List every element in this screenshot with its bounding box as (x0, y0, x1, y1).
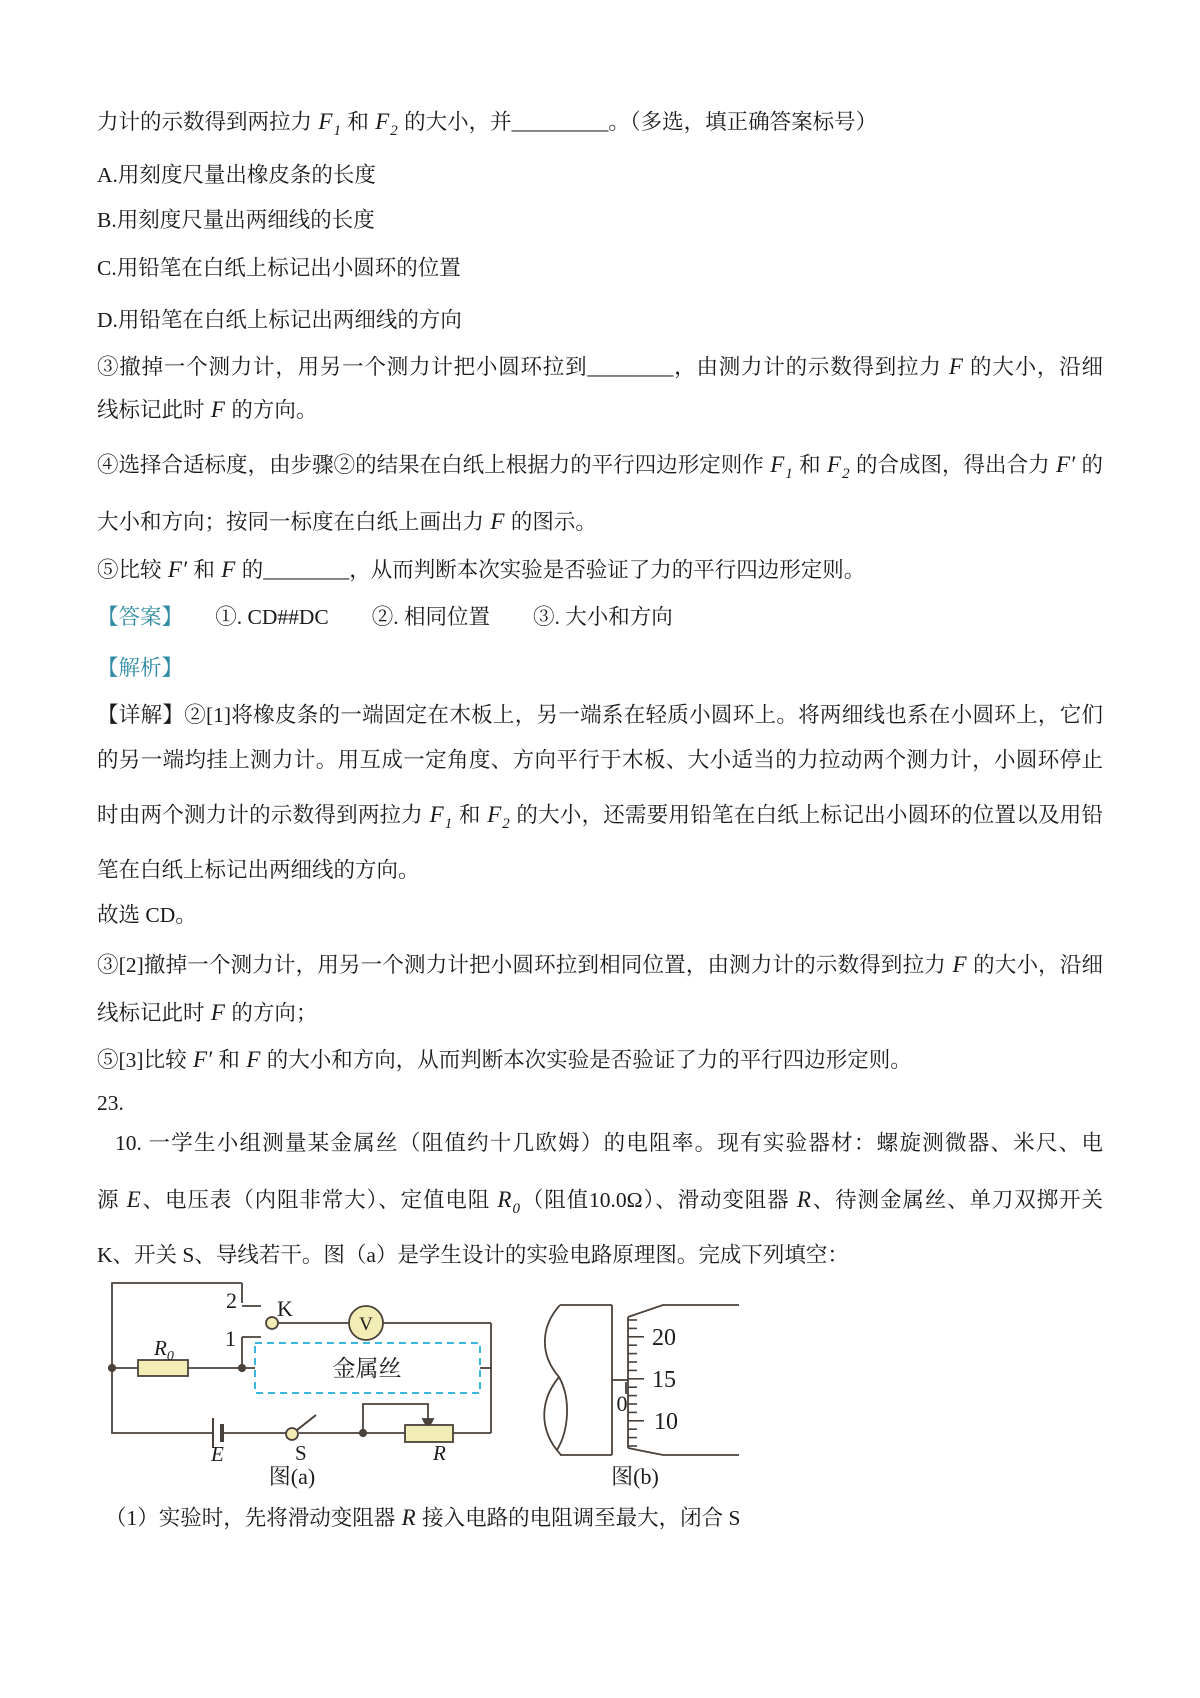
text-run: F (490, 509, 505, 534)
text-run: F (246, 1047, 261, 1072)
text-line (97, 450, 1103, 483)
text-run: 的 (236, 558, 264, 582)
text-run: 2 (842, 466, 850, 482)
text-run: 和 (793, 453, 827, 477)
text-run: 、电压表（内阻非常大）、定值电阻 (141, 1188, 497, 1212)
main-scale-zero-label: 0 (616, 1391, 628, 1416)
text-run: _________ (511, 110, 609, 134)
text-run: （阻值10.0Ω）、滑动变阻器 (520, 1188, 796, 1212)
text-run: 的方向； (225, 1001, 318, 1025)
text-run: 的大小，沿细 (963, 355, 1103, 379)
text-run: （1）实验时，先将滑动变阻器 (105, 1506, 401, 1530)
text-run: ________ (263, 558, 350, 582)
text-line (97, 998, 1103, 1028)
terminal-2-label: 2 (226, 1288, 237, 1313)
text-run: R (401, 1505, 416, 1530)
text-run: ③[2]撤掉一个测力计，用另一个测力计把小圆环拉到相同位置，由测力计的示数得到拉力 (97, 953, 952, 977)
switch-s-lever (297, 1415, 316, 1430)
text-run: 的大小，沿细 (967, 953, 1103, 977)
rheostat-r (405, 1425, 453, 1442)
text-run: 源 (97, 1188, 126, 1212)
metal-wire-label: 金属丝 (332, 1356, 402, 1381)
switch-s-label: S (295, 1441, 307, 1465)
text-run: 线标记此时 (97, 398, 210, 422)
text-line (97, 855, 1103, 885)
text-run: E (126, 1187, 141, 1212)
text-run: ⑤比较 (97, 558, 167, 582)
text-run: 2 (502, 816, 510, 832)
text-line (97, 900, 1103, 930)
figure-b-caption: 图(b) (611, 1464, 659, 1489)
text-run: R (796, 1187, 811, 1212)
wire (112, 1283, 242, 1433)
text-run: 的另一端均挂上测力计。用互成一定角度、方向平行于木板、大小适当的力拉动两个测力计，小圆环停止 (97, 748, 1103, 772)
text-run: ④选择合适标度，由步骤②的结果在白纸上根据力的平行四边形定则作 (97, 453, 770, 477)
thimble-label-15: 15 (652, 1367, 676, 1393)
switch-s-pivot (286, 1428, 298, 1440)
rheostat-label: R (433, 1441, 446, 1465)
text-line (97, 395, 1103, 425)
text-line (97, 205, 1103, 235)
thimble-tick-marks (628, 1320, 644, 1446)
text-run: F (210, 1000, 225, 1025)
text-line (97, 352, 1103, 382)
text-line (97, 653, 1103, 683)
text-line (97, 1088, 1103, 1118)
text-run: F (487, 802, 502, 827)
text-line (97, 555, 1103, 585)
text-run: 和 (341, 110, 375, 134)
text-line (97, 800, 1103, 833)
text-run: 1 (333, 123, 341, 139)
battery-label: E (211, 1442, 224, 1466)
text-run: 、待测金属丝、单刀双掷开关 (811, 1188, 1103, 1212)
text-run: 【详解】②[1]将橡皮条的一端固定在木板上，另一端系在轻质小圆环上。将两细线也系在小圆环上，它们 (97, 703, 1103, 727)
text-run: 大小和方向；按同一标度在白纸上画出力 (97, 510, 490, 534)
text-run: F (948, 354, 963, 379)
micrometer-frame-curve (557, 1377, 567, 1450)
text-run: 力计的示数得到两拉力 (97, 110, 318, 134)
thimble-label-10: 10 (654, 1409, 678, 1435)
text-line (97, 160, 1103, 190)
text-run: 的大小，并 (398, 110, 512, 134)
text-run: B.用刻度尺量出两细线的长度 (97, 208, 375, 232)
text-run: 0 (512, 1201, 520, 1217)
text-run: ，从而判断本次实验是否验证了力的平行四边形定则。 (349, 558, 866, 582)
text-run: 23. (97, 1091, 124, 1115)
circuit-diagram (109, 1283, 491, 1448)
text-run: F (318, 109, 333, 134)
text-run: 的方向。 (225, 398, 318, 422)
text-run: ________ (587, 355, 674, 379)
text-run: 的图示。 (505, 510, 597, 534)
text-run: 接入电路的电阻调至最大，闭合 S (416, 1506, 741, 1530)
text-run: 的 (1076, 453, 1103, 477)
text-line (97, 950, 1103, 980)
junction-dot (109, 1365, 115, 1371)
text-run: F′ (192, 1047, 213, 1072)
section-label: 【答案】 (97, 605, 173, 629)
text-run: 10. 一学生小组测量某金属丝（阻值约十几欧姆）的电阻率。现有实验器材：螺旋测微器、米尺、电 (115, 1131, 1103, 1155)
text-run: F (952, 952, 967, 977)
text-run: ⑤[3]比较 (97, 1048, 192, 1072)
text-run: F (221, 557, 236, 582)
text-line (97, 1503, 1103, 1533)
text-run: 的大小，还需要用铅笔在白纸上标记出小圆环的位置以及用铅 (510, 803, 1103, 827)
text-run: F (375, 109, 390, 134)
micrometer-frame-curve (544, 1305, 561, 1455)
text-line (97, 1240, 1103, 1270)
text-run: 1 (444, 816, 453, 832)
thimble-label-20: 20 (652, 1325, 676, 1351)
text-run: K、开关 S、导线若干。图（a）是学生设计的实验电路原理图。完成下列填空： (97, 1243, 849, 1267)
text-line (97, 1185, 1103, 1218)
text-run: 1 (785, 466, 793, 482)
text-run: 和 (213, 1048, 246, 1072)
text-run: 的合成图，得出合力 (850, 453, 1055, 477)
text-run: 2 (390, 123, 398, 139)
section-label: 【解析】 (97, 656, 184, 680)
text-run: D.用铅笔在白纸上标记出两细线的方向 (97, 308, 462, 332)
text-line (97, 305, 1103, 335)
junction-dot (239, 1365, 245, 1371)
text-line (97, 1128, 1103, 1158)
text-run: C.用铅笔在白纸上标记出小圆环的位置 (97, 256, 461, 280)
text-run: F (429, 802, 444, 827)
micrometer-diagram (544, 1305, 739, 1455)
voltmeter-label: V (359, 1314, 373, 1335)
text-run: 和 (453, 803, 487, 827)
text-run: 时由两个测力计的示数得到两拉力 (97, 803, 429, 827)
text-run: 笔在白纸上标记出两细线的方向。 (97, 858, 420, 882)
text-run: 。（多选，填正确答案标号） (608, 110, 878, 134)
text-run: ③撤掉一个测力计，用另一个测力计把小圆环拉到 (97, 355, 588, 379)
text-line (97, 745, 1103, 775)
text-run: 和 (187, 558, 221, 582)
thimble-bottom (628, 1448, 739, 1455)
resistor-r0 (138, 1360, 188, 1376)
text-run: 的大小和方向，从而判断本次实验是否验证了力的平行四边形定则。 (261, 1048, 912, 1072)
text-line (97, 253, 1103, 283)
text-run: 线标记此时 (97, 1001, 210, 1025)
text-run: 故选 CD。 (97, 903, 197, 927)
text-run: F (827, 452, 842, 477)
resistor-r0-label: $R_0$ (154, 1336, 174, 1364)
text-line (97, 107, 1103, 140)
text-run: ，由测力计的示数得到拉力 (673, 355, 948, 379)
circuit-and-micrometer-figure (95, 1278, 745, 1493)
text-run: R (497, 1187, 512, 1212)
text-run: F′ (167, 557, 187, 582)
text-line (97, 700, 1103, 730)
text-run: ①. CD##DC ②. 相同位置 ③. 大小和方向 (172, 605, 673, 629)
junction-dot (360, 1430, 366, 1436)
figure-area (95, 1278, 745, 1493)
figure-a-caption: 图(a) (268, 1464, 316, 1489)
terminal-1-label: 1 (225, 1326, 236, 1351)
text-run: F (210, 397, 225, 422)
thimble-top (628, 1305, 739, 1317)
switch-k-label: K (277, 1296, 293, 1321)
text-line (97, 507, 1103, 537)
text-run: F (770, 452, 785, 477)
text-line (97, 602, 1103, 632)
text-run: A.用刻度尺量出橡皮条的长度 (97, 163, 376, 187)
text-line (97, 1045, 1103, 1075)
text-run: F′ (1055, 452, 1076, 477)
